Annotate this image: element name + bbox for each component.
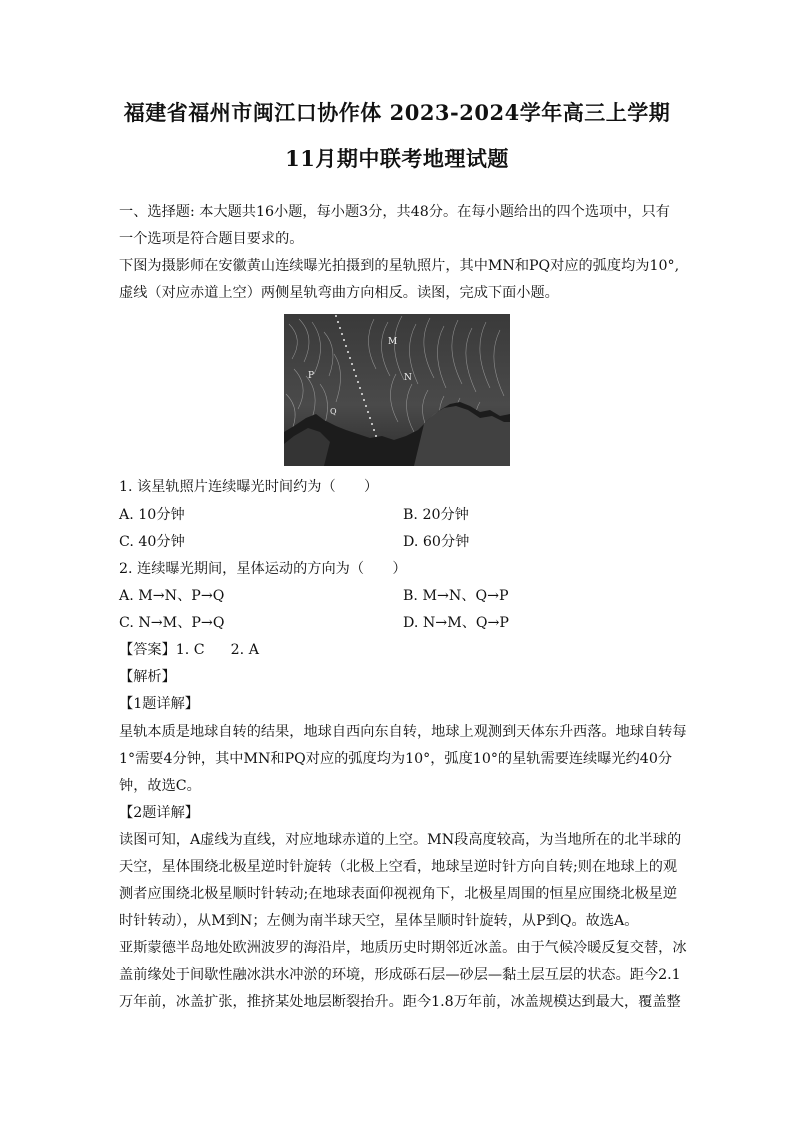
page-title-line-2: 11月期中联考地理试题: [285, 146, 509, 171]
passage-line-3: 万年前，冰盖扩张，推挤某处地层断裂抬升。距今1.8万年前，冰盖规模达到最大，覆盖整: [119, 994, 681, 1010]
q1-option-b: B. 20分钟: [403, 507, 469, 523]
question-2: 2. 连续曝光期间，星体运动的方向为（ ）: [119, 561, 407, 577]
answer-label: 【答案】1. C: [119, 642, 205, 658]
passage-line-2: 盖前缘处于间歇性融冰洪水冲淤的环境，形成砾石层—砂层—黏土层互层的状态。距今2.1: [119, 967, 681, 983]
q1-option-a: A. 10分钟: [119, 507, 185, 523]
stem-line-1: 下图为摄影师在安徽黄山连续曝光拍摄到的星轨照片，其中MN和PQ对应的弧度均为10°,: [119, 258, 680, 274]
detail-1-line-2: 1°需要4分钟，其中MN和PQ对应的弧度均为10°，弧度10°的星轨需要连续曝光约40分: [119, 751, 673, 767]
detail-1-label: 【1题详解】: [119, 696, 199, 712]
detail-1-line-1: 星轨本质是地球自转的结果，地球自西向东自转，地球上观测到天体东升西落。地球自转每: [119, 724, 687, 740]
q1-option-c: C. 40分钟: [119, 534, 185, 550]
star-trail-photo: [284, 314, 510, 466]
detail-2-line-1: 读图可知，A虚线为直线，对应地球赤道的上空。MN段高度较高，为当地所在的北半球的: [119, 832, 682, 848]
label-N: N: [404, 373, 412, 383]
label-P: P: [308, 371, 315, 381]
detail-2-line-4: 时针转动），从M到N；左侧为南半球天空，星体呈顺时针旋转，从P到Q。故选A。: [119, 913, 639, 929]
question-1: 1. 该星轨照片连续曝光时间约为（ ）: [119, 479, 379, 495]
detail-2-label: 【2题详解】: [119, 805, 199, 821]
q1-option-d: D. 60分钟: [403, 534, 470, 550]
star-trail-image: [284, 314, 510, 466]
section-intro-line-1: 一、选择题: 本大题共16小题，每小题3分，共48分。在每小题给出的四个选项中，只有: [119, 204, 670, 220]
q2-option-a: A. M→N、P→Q: [119, 588, 225, 604]
analysis-label: 【解析】: [119, 669, 176, 685]
detail-1-line-3: 钟，故选C。: [119, 778, 201, 794]
passage-line-1: 亚斯蒙德半岛地处欧洲波罗的海沿岸，地质历史时期邻近冰盖。由于气候冷暖反复交替，冰: [119, 940, 687, 956]
q2-option-c: C. N→M、P→Q: [119, 615, 225, 631]
label-M: M: [388, 337, 398, 347]
q2-option-d: D. N→M、Q→P: [403, 615, 509, 631]
answer-line: [119, 640, 679, 660]
answer-2: 2. A: [230, 642, 259, 658]
label-Q: Q: [330, 407, 337, 416]
section-intro-line-2: 一个选项是符合题目要求的。: [119, 231, 304, 247]
detail-2-line-3: 测者应围绕北极星顺时针转动;在地球表面仰视视角下，北极星周围的恒星应围绕北极星逆: [119, 886, 678, 902]
page-title-line-1: 福建省福州市闽江口协作体 2023-2024学年高三上学期: [123, 100, 671, 125]
q2-option-b: B. M→N、Q→P: [403, 588, 509, 604]
stem-line-2: 虚线（对应赤道上空）两侧星轨弯曲方向相反。读图，完成下面小题。: [119, 285, 559, 301]
detail-2-line-2: 天空，星体围绕北极星逆时针旋转（北极上空看，地球呈逆时针方向自转;则在地球上的观: [119, 859, 678, 875]
